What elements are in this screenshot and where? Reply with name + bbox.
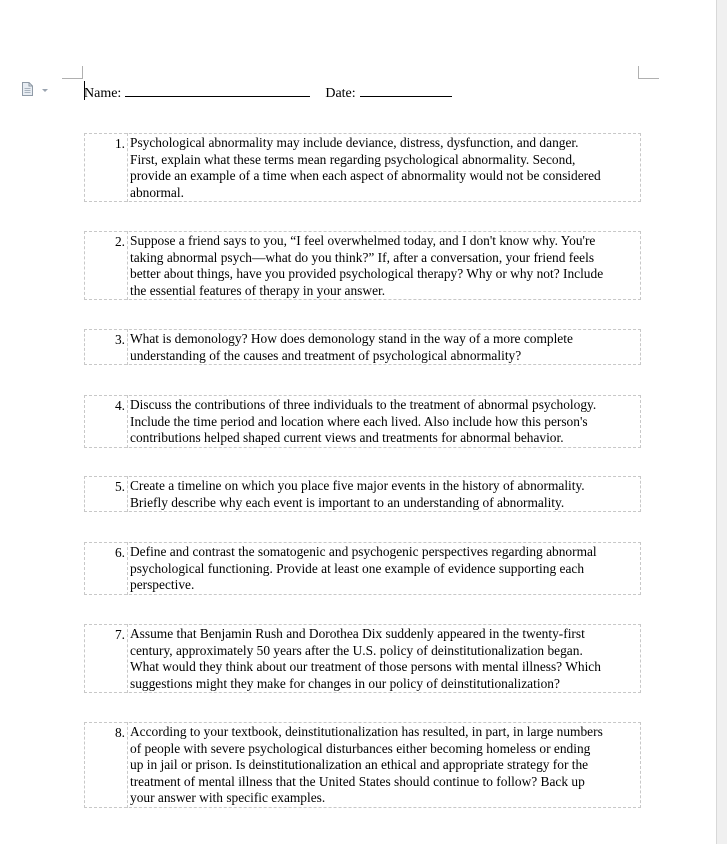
question-text bbox=[130, 396, 634, 447]
text-line: psychological functioning. Provide at least one example of evidence supporting each bbox=[130, 560, 585, 576]
document-icon[interactable] bbox=[22, 82, 33, 96]
question-text bbox=[130, 543, 634, 594]
question-3[interactable] bbox=[84, 329, 641, 365]
text-line: What would they think about our treatment of those persons with mental illness? Which bbox=[130, 659, 601, 674]
question-8[interactable] bbox=[84, 722, 641, 808]
date-label: Date: bbox=[325, 86, 356, 101]
text-line: What is demonology? How does demonology stand in the way of a more complete bbox=[130, 331, 573, 346]
text-line: century, approximately 50 years after the U.S. policy of deinstitutionalization began. bbox=[130, 642, 583, 658]
text-line: perspective. bbox=[130, 577, 195, 592]
question-text bbox=[130, 723, 634, 807]
text-line: Briefly describe why each event is important to an understanding of abnormality. bbox=[130, 494, 565, 510]
text-line: suggestions might they make for changes in our policy of deinstitutionalization? bbox=[130, 675, 560, 691]
question-number: 6. bbox=[114, 545, 125, 560]
question-number: 2. bbox=[114, 234, 125, 249]
question-6[interactable] bbox=[84, 542, 641, 595]
text-line: taking abnormal psych—what do you think?” If, after a conversation, your friend feels bbox=[130, 249, 595, 265]
text-line: Psychological abnormality may include deviance, distress, dysfunction, and danger. bbox=[130, 135, 579, 150]
text-line: of people with severe psychological disturbances either becoming homeless or ending bbox=[130, 740, 591, 756]
question-text bbox=[130, 625, 634, 692]
text-line: better about things, have you provided psychological therapy? Why or why not? Include bbox=[130, 266, 604, 281]
question-1[interactable] bbox=[84, 133, 641, 202]
text-line: understanding of the causes and treatment of psychological abnormality? bbox=[130, 347, 522, 363]
text-line: According to your textbook, deinstitutionalization has resulted, in part, in large numbers bbox=[130, 724, 603, 739]
text-line: up in jail or prison. Is deinstitutionalization an ethical and appropriate strategy for the bbox=[130, 757, 589, 772]
name-blank[interactable] bbox=[125, 83, 310, 97]
name-date-line bbox=[84, 83, 452, 102]
text-line: Discuss the contributions of three individuals to the treatment of abnormal psychology. bbox=[130, 397, 597, 412]
question-text bbox=[130, 330, 634, 364]
question-5[interactable] bbox=[84, 476, 641, 512]
text-line: your answer with specific examples. bbox=[130, 790, 326, 805]
text-line: Suppose a friend says to you, “I feel overwhelmed today, and I don't know why. You're bbox=[130, 233, 596, 248]
text-line: contributions helped shaped current views and treatments for abnormal behavior. bbox=[130, 430, 564, 445]
date-blank[interactable] bbox=[360, 83, 452, 97]
question-number: 1. bbox=[114, 136, 125, 151]
page-edge bbox=[716, 0, 727, 844]
question-text bbox=[130, 232, 634, 299]
question-number: 4. bbox=[114, 398, 125, 413]
text-line: Define and contrast the somatogenic and psychogenic perspectives regarding abnormal bbox=[130, 544, 597, 559]
question-text bbox=[130, 134, 634, 201]
text-line: provide an example of a time when each aspect of abnormality would not be considered bbox=[130, 168, 601, 183]
text-line: Create a timeline on which you place five major events in the history of abnormality. bbox=[130, 478, 585, 493]
margin-corner-right bbox=[638, 66, 659, 79]
text-line: treatment of mental illness that the United States should continue to follow? Back up bbox=[130, 773, 585, 789]
text-line: the essential features of therapy in your answer. bbox=[130, 282, 386, 298]
chevron-down-icon[interactable] bbox=[42, 89, 48, 92]
question-7[interactable] bbox=[84, 624, 641, 693]
question-number: 5. bbox=[114, 479, 125, 494]
text-line: Assume that Benjamin Rush and Dorothea Dix suddenly appeared in the twenty-first bbox=[130, 626, 585, 641]
text-line: abnormal. bbox=[130, 184, 184, 200]
question-text bbox=[130, 477, 634, 511]
question-number: 7. bbox=[114, 627, 125, 642]
question-number: 3. bbox=[114, 332, 125, 347]
question-number: 8. bbox=[114, 725, 125, 740]
question-2[interactable] bbox=[84, 231, 641, 300]
text-line: First, explain what these terms mean regarding psychological abnormality. Second, bbox=[130, 151, 576, 167]
question-4[interactable] bbox=[84, 395, 641, 448]
name-label: Name: bbox=[84, 86, 122, 101]
text-line: Include the time period and location where each lived. Also include how this person's bbox=[130, 413, 588, 429]
margin-corner-left bbox=[62, 66, 83, 79]
